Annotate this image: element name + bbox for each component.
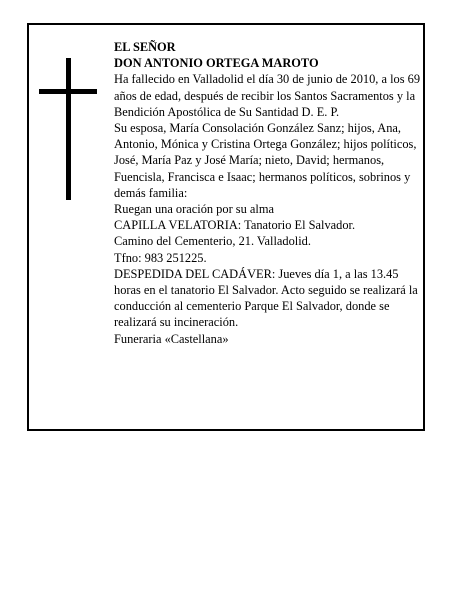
- cross-horizontal-bar: [39, 89, 97, 94]
- chapel-phone: Tfno: 983 251225.: [114, 250, 207, 265]
- title-line-1: EL SEÑOR: [114, 40, 176, 54]
- obituary-notice: [27, 23, 425, 431]
- deceased-name: DON ANTONIO ORTEGA MAROTO: [114, 56, 319, 71]
- family-list: Su esposa, María Consolación González Sanz; hijos, Ana, Antonio, Mónica y Cristina Ortega González; hijos políticos, José, María Paz y José María; nieto, David; hermanos, Fuencisla, Francisca e Isaac; hermanos políticos, sobrinos y demás familia:: [114, 121, 417, 200]
- funeral-home: Funeraria «Castellana»: [114, 331, 229, 346]
- farewell-info: DESPEDIDA DEL CADÁVER: Jueves día 1, a las 13.45 horas en el tanatorio El Salvador. Acto seguido se realizará la conducción al cementerio Parque El Salvador, donde se realizará su incineración.: [114, 266, 418, 330]
- prayer-request: Ruegan una oración por su alma: [114, 202, 274, 217]
- chapel-address: Camino del Cementerio, 21. Valladolid.: [114, 234, 311, 249]
- notice-text-block: [114, 39, 422, 347]
- death-announcement: Ha fallecido en Valladolid el día 30 de junio de 2010, a los 69 años de edad, después de recibir los Santos Sacramentos y la Bendición Apostólica de Su Santidad D. E. P.: [114, 72, 421, 119]
- latin-cross-icon: [39, 58, 97, 200]
- cross-vertical-bar: [66, 58, 71, 200]
- chapel-info: CAPILLA VELATORIA: Tanatorio El Salvador.: [114, 218, 356, 233]
